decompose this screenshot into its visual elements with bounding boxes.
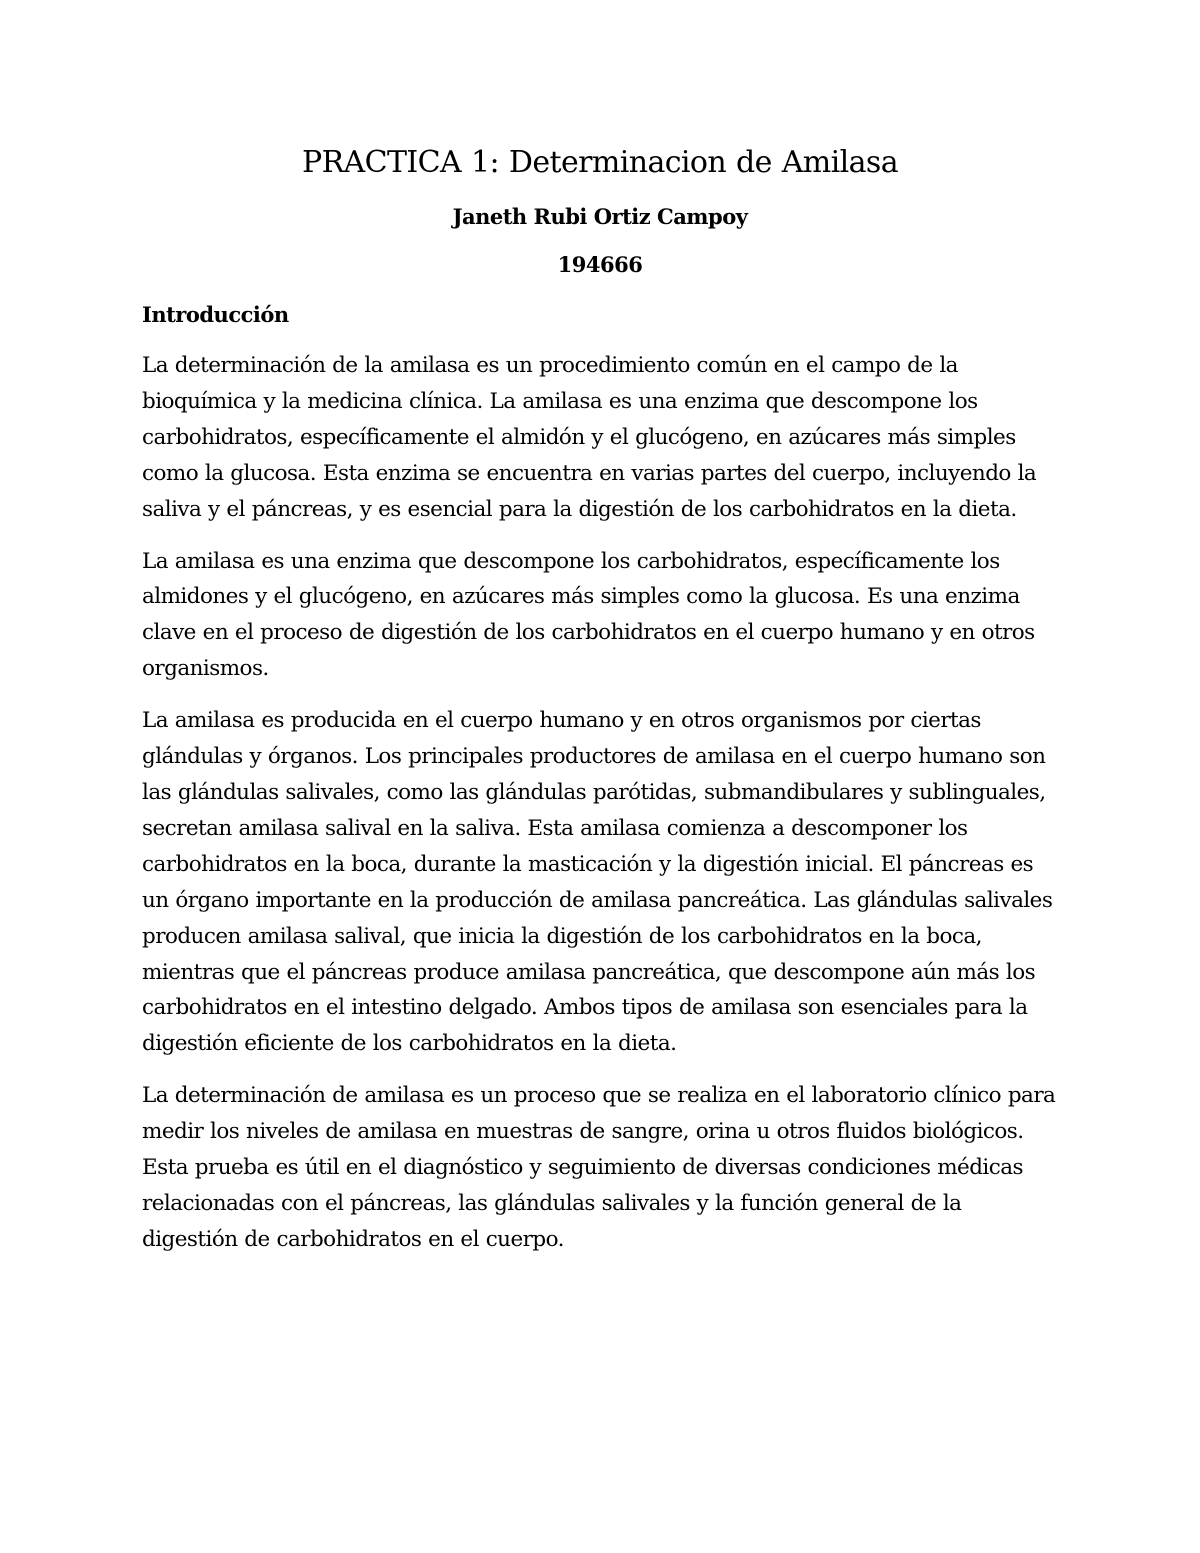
- section-heading-introduction: Introducción: [142, 302, 289, 327]
- paragraph: La amilasa es producida en el cuerpo humano y en otros organismos por ciertas glándulas y órganos. Los principales productores de amilasa en el cuerpo humano son las glándulas salivales, como las glándulas parótidas, submandibulares y sublinguales, secretan amilasa salival en la saliva. Esta amilasa comienza a descomponer los carbohidratos en la boca, durante la masticación y la digestión inicial. El páncreas es un órgano importante en la producción de amilasa pancreática. Las glándulas salivales producen amilasa salival, que inicia la digestión de los carbohidratos en la boca, mientras que el páncreas produce amilasa pancreática, que descompone aún más los carbohidratos en el intestino delgado. Ambos tipos de amilasa son esenciales para la digestión eficiente de los carbohidratos en la dieta.: [142, 708, 1053, 1057]
- paragraph: La amilasa es una enzima que descompone los carbohidratos, específicamente los almidones y el glucógeno, en azúcares más simples como la glucosa. Es una enzima clave en el proceso de digestión de los carbohidratos en el cuerpo humano y en otros organismos.: [142, 548, 1035, 682]
- document-body: [142, 140, 1058, 1258]
- paragraph: La determinación de la amilasa es un procedimiento común en el campo de la bioquímica y la medicina clínica. La amilasa es una enzima que descompone los carbohidratos, específicamente el almidón y el glucógeno, en azúcares más simples como la glucosa. Esta enzima se encuentra en varias partes del cuerpo, incluyendo la saliva y el páncreas, y es esencial para la digestión de los carbohidratos en la dieta.: [142, 353, 1037, 522]
- author-name: Janeth Rubi Ortiz Campoy: [452, 204, 748, 229]
- document-title: PRACTICA 1: Determinacion de Amilasa: [301, 145, 899, 180]
- paragraph: La determinación de amilasa es un proceso que se realiza en el laboratorio clínico para medir los niveles de amilasa en muestras de sangre, orina u otros fluidos biológicos. Esta prueba es útil en el diagnóstico y seguimiento de diversas condiciones médicas relacionadas con el páncreas, las glándulas salivales y la función general de la digestión de carbohidratos en el cuerpo.: [142, 1083, 1056, 1252]
- student-id: 194666: [557, 252, 643, 277]
